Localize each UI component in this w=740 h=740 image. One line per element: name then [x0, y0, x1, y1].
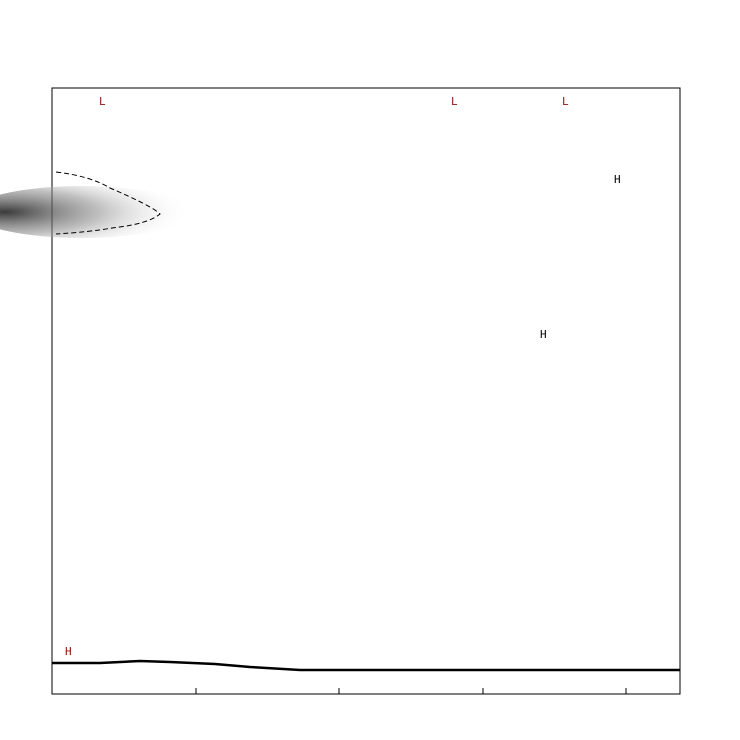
extremum-marker-h3: H: [65, 645, 72, 658]
extremum-marker-h2: H: [540, 328, 547, 341]
extremum-marker-l2: L: [451, 95, 458, 108]
plot-frame: [52, 88, 680, 694]
extremum-marker-l1: L: [99, 95, 106, 108]
extremum-marker-h1: H: [614, 173, 621, 186]
extremum-marker-l3: L: [562, 95, 569, 108]
